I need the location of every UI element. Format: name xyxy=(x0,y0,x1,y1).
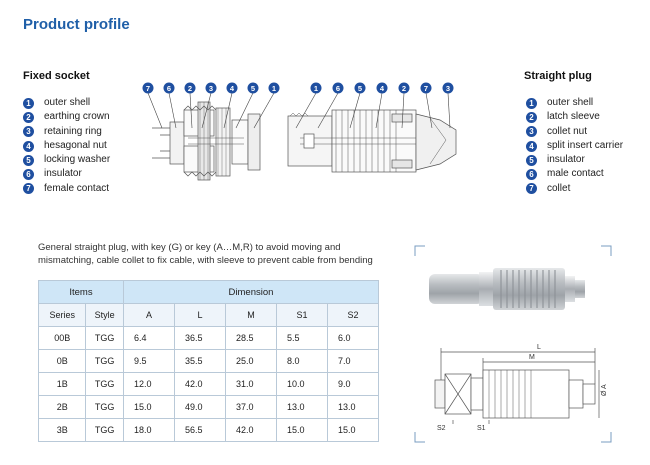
straight-plug-title: Straight plug xyxy=(524,70,592,82)
table-cell: 25.0 xyxy=(225,350,276,373)
table-cell: 42.0 xyxy=(225,419,276,442)
callout-leader-line xyxy=(148,93,162,128)
column-header-row xyxy=(39,304,379,327)
page-title: Product profile xyxy=(23,16,130,33)
callout-number: 2 xyxy=(187,83,193,93)
table-cell: TGG xyxy=(86,373,124,396)
table-row xyxy=(39,419,379,442)
table-cell: 42.0 xyxy=(174,373,225,396)
legend-label: outer shell xyxy=(547,97,594,108)
product-description: General straight plug, with key (G) or key (A…M,R) to avoid moving and mismatching, cable collet to fix cable, with sleeve to prevent cable from bending xyxy=(38,242,373,266)
table-cell: 31.0 xyxy=(225,373,276,396)
table-cell: 5.5 xyxy=(276,327,327,350)
table-cell: 12.0 xyxy=(123,373,174,396)
items-header: Items xyxy=(39,281,124,304)
column-header: Style xyxy=(86,304,124,327)
callout-number: 6 xyxy=(335,83,341,93)
fixed-socket-callouts xyxy=(143,83,280,129)
callout-leader-line xyxy=(350,93,360,128)
table-cell: TGG xyxy=(86,419,124,442)
callout-leader-line xyxy=(402,93,404,128)
dim-label-A: Ø A xyxy=(601,384,608,396)
table-cell: 15.0 xyxy=(123,396,174,419)
table-cell: 9.0 xyxy=(327,373,378,396)
table-cell: 00B xyxy=(39,327,86,350)
straight-plug-callouts xyxy=(296,83,454,129)
callout-leader-line xyxy=(296,93,316,128)
callout-number-icon: 6 xyxy=(23,169,34,180)
table-cell: 6.0 xyxy=(327,327,378,350)
callout-leader-line xyxy=(202,93,211,128)
dim-label-M: M xyxy=(529,354,535,361)
legend-label: locking washer xyxy=(44,154,111,166)
fixed-socket-legend xyxy=(23,96,110,196)
table-cell: TGG xyxy=(86,327,124,350)
dim-label-L: L xyxy=(537,344,541,351)
legend-label: retaining ring xyxy=(44,125,102,137)
callout-leader-line xyxy=(190,93,192,128)
callout-number-icon: 6 xyxy=(526,169,537,180)
column-header: S1 xyxy=(276,304,327,327)
callout-number: 5 xyxy=(357,83,363,93)
dimension-header: Dimension xyxy=(123,281,378,304)
table-cell: 1B xyxy=(39,373,86,396)
table-cell: 8.0 xyxy=(276,350,327,373)
table-cell: TGG xyxy=(86,350,124,373)
table-cell: 13.0 xyxy=(276,396,327,419)
legend-item xyxy=(23,167,110,181)
legend-item xyxy=(23,96,110,110)
legend-label: insulator xyxy=(547,154,585,166)
table-body xyxy=(39,327,379,442)
table-cell: 28.5 xyxy=(225,327,276,350)
table-cell: 35.5 xyxy=(174,350,225,373)
table-cell: 36.5 xyxy=(174,327,225,350)
legend-item xyxy=(526,167,623,181)
callout-leader-line xyxy=(376,93,382,128)
table-cell: 7.0 xyxy=(327,350,378,373)
straight-plug-legend xyxy=(526,96,623,196)
table-row xyxy=(39,350,379,373)
callout-number: 1 xyxy=(313,83,319,93)
legend-label: collet nut xyxy=(547,125,588,137)
callout-number-icon: 3 xyxy=(526,126,537,137)
legend-item xyxy=(526,110,623,124)
column-header: A xyxy=(123,304,174,327)
legend-item xyxy=(23,125,110,139)
table-cell: 18.0 xyxy=(123,419,174,442)
table-cell: 3B xyxy=(39,419,86,442)
column-header: L xyxy=(174,304,225,327)
callout-number-icon: 7 xyxy=(23,183,34,194)
legend-item xyxy=(23,110,110,124)
legend-item xyxy=(23,153,110,167)
table-row xyxy=(39,373,379,396)
legend-item xyxy=(526,96,623,110)
table-cell: 37.0 xyxy=(225,396,276,419)
callout-leader-line xyxy=(236,93,253,128)
table-row xyxy=(39,327,379,350)
callout-number-icon: 4 xyxy=(23,141,34,152)
callout-number: 3 xyxy=(445,83,451,93)
callout-number-icon: 1 xyxy=(526,98,537,109)
column-header: Series xyxy=(39,304,86,327)
dim-label-S2: S2 xyxy=(437,425,446,432)
dimension-table xyxy=(38,280,379,442)
callout-leader-line xyxy=(318,93,338,128)
callout-number-icon: 2 xyxy=(23,112,34,123)
table-cell: 0B xyxy=(39,350,86,373)
callout-layer xyxy=(140,80,480,195)
product-photo-frame xyxy=(413,244,613,444)
callout-number: 1 xyxy=(271,83,277,93)
legend-label: outer shell xyxy=(44,97,91,108)
table-cell: 56.5 xyxy=(174,419,225,442)
dim-label-S1: S1 xyxy=(477,425,486,432)
callout-number-icon: 2 xyxy=(526,112,537,123)
callout-leader-line xyxy=(169,93,176,128)
dimension-drawing xyxy=(435,348,599,424)
callout-number-icon: 5 xyxy=(23,155,34,166)
table-cell: 6.4 xyxy=(123,327,174,350)
table-cell: 49.0 xyxy=(174,396,225,419)
callout-number-icon: 5 xyxy=(526,155,537,166)
legend-label: earthing crown xyxy=(44,111,110,123)
callout-number: 6 xyxy=(166,83,172,93)
callout-number-icon: 7 xyxy=(526,183,537,194)
table-cell: 15.0 xyxy=(276,419,327,442)
table-cell: 10.0 xyxy=(276,373,327,396)
callout-leader-line xyxy=(224,93,232,128)
table-cell: 9.5 xyxy=(123,350,174,373)
callout-leader-line xyxy=(254,93,274,128)
legend-item xyxy=(526,125,623,139)
straight-plug-photo xyxy=(429,268,585,310)
legend-label: insulator xyxy=(44,168,82,180)
legend-label: collet xyxy=(547,182,571,194)
callout-number-icon: 4 xyxy=(526,141,537,152)
callout-number: 7 xyxy=(145,83,151,93)
table-cell: TGG xyxy=(86,396,124,419)
legend-item xyxy=(526,182,623,196)
table-cell: 13.0 xyxy=(327,396,378,419)
table-row xyxy=(39,396,379,419)
legend-item xyxy=(526,153,623,167)
legend-item xyxy=(23,139,110,153)
callout-number: 4 xyxy=(379,83,385,93)
callout-number: 5 xyxy=(250,83,256,93)
table-cell: 15.0 xyxy=(327,419,378,442)
callout-number: 4 xyxy=(229,83,235,93)
column-header: S2 xyxy=(327,304,378,327)
legend-label: female contact xyxy=(44,182,110,194)
callout-number: 2 xyxy=(401,83,407,93)
legend-item xyxy=(526,139,623,153)
fixed-socket-title: Fixed socket xyxy=(23,70,90,82)
callout-number: 7 xyxy=(423,83,429,93)
callout-number: 3 xyxy=(208,83,214,93)
callout-leader-line xyxy=(448,93,450,128)
legend-item xyxy=(23,182,110,196)
table-cell: 2B xyxy=(39,396,86,419)
legend-label: male contact xyxy=(547,168,604,180)
callout-leader-line xyxy=(426,93,432,128)
callout-number-icon: 1 xyxy=(23,98,34,109)
legend-label: latch sleeve xyxy=(547,111,600,123)
legend-label: hesagonal nut xyxy=(44,139,107,151)
legend-label: split insert carrier xyxy=(547,139,624,151)
callout-number-icon: 3 xyxy=(23,126,34,137)
column-header: M xyxy=(225,304,276,327)
